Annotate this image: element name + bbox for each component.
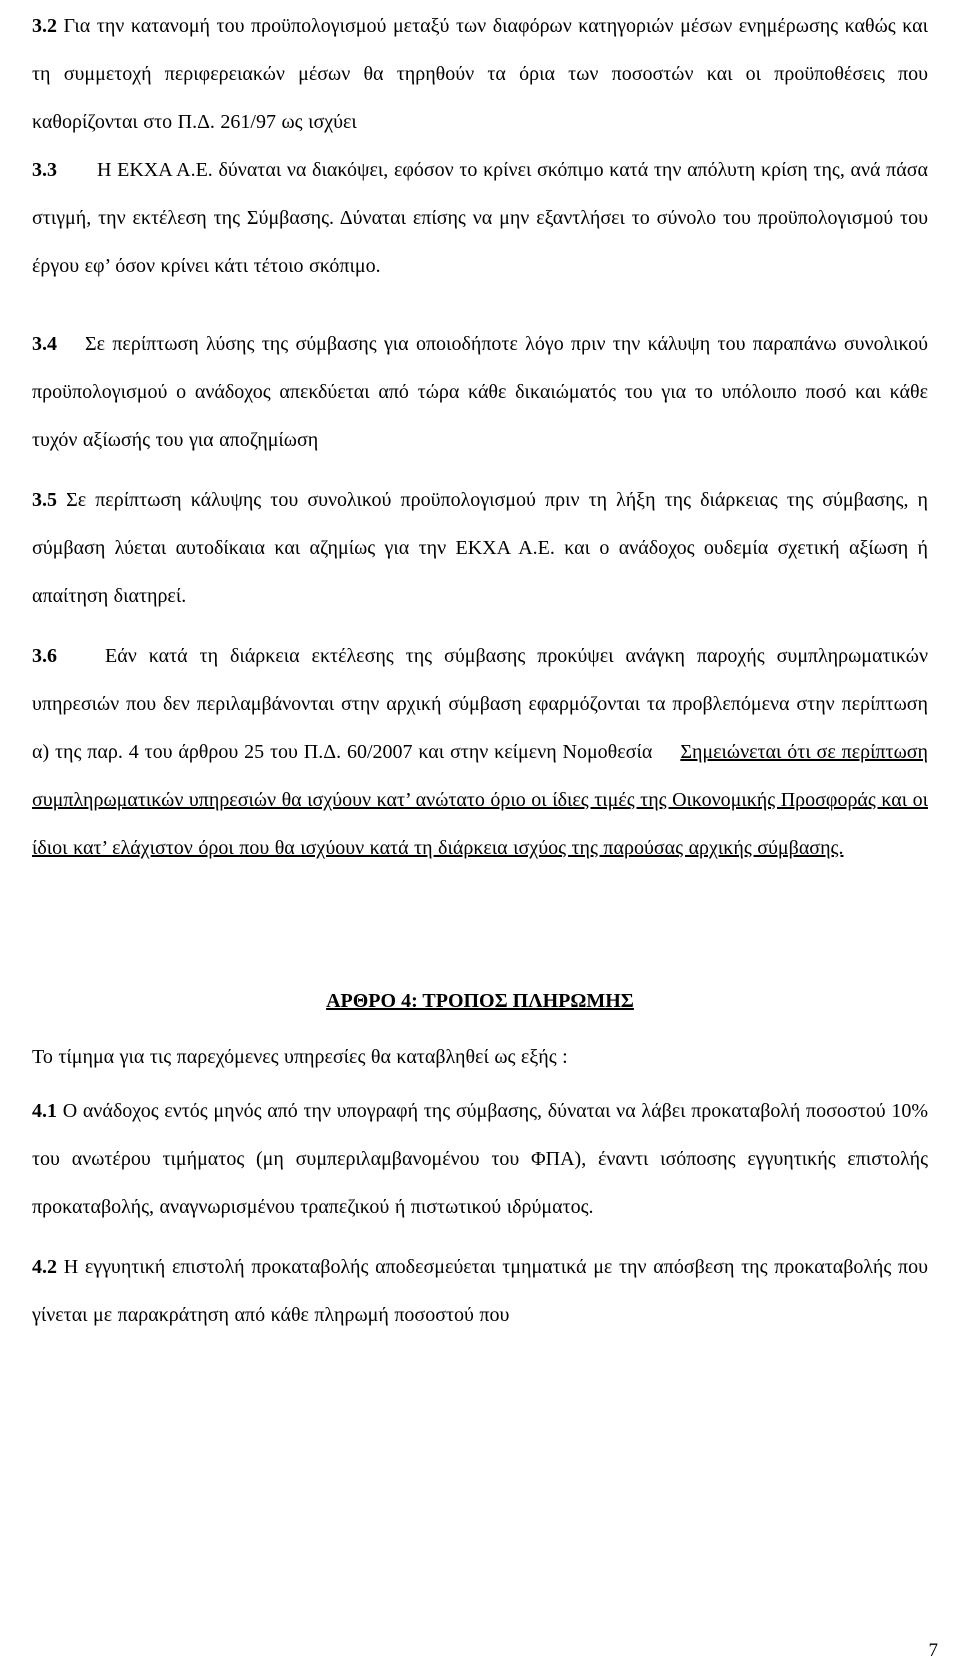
paragraph-4-1 [32, 1087, 928, 1231]
paragraph-text: Σε περίπτωση κάλυψης του συνολικού προϋπολογισμού πριν τη λήξη της διάρκειας της σύμβασης, η σύμβαση λύεται αυτοδίκαια και αζημίως για την ΕΚΧΑ Α.Ε. και ο ανάδοχος ουδεμία σχετική αξίωση ή απαίτηση διατηρεί. [32, 489, 928, 607]
document-page [32, 2, 928, 1339]
paragraph-text: Ο ανάδοχος εντός μηνός από την υπογραφή της σύμβασης, δύναται να λάβει προκαταβολή ποσοστού 10% του ανωτέρου τιμήματος (μη συμπεριλαμβανομένου του ΦΠΑ), έναντι ισόποσης εγγυητικής επιστολής προκαταβολής, αναγνωρισμένου τραπεζικού ή πιστωτικού ιδρύματος. [32, 1100, 928, 1218]
article-heading: ΑΡΘΡΟ 4: ΤΡΟΠΟΣ ΠΛΗΡΩΜΗΣ [326, 990, 634, 1012]
article-intro: Το τίμημα για τις παρεχόμενες υπηρεσίες θα καταβληθεί ως εξής : [32, 1046, 568, 1068]
paragraph-number: 3.2 [32, 15, 57, 37]
paragraph-text: Για την κατανομή του προϋπολογισμού μεταξύ των διαφόρων κατηγοριών μέσων ενημέρωσης καθώς και τη συμμετοχή περιφερειακών μέσων θα τηρηθούν τα όρια των ποσοστών και οι προϋποθέσεις που καθορίζονται στο Π.Δ. 261/97 ως ισχύει [32, 15, 928, 133]
underlined-note: Σημειώνεται ότι σε περίπτωση συμπληρωματικών υπηρεσιών θα ισχύουν κατ’ ανώτατο όριο οι ίδιες τιμές της Οικονομικής Προσφοράς και οι ίδιοι κατ’ ελάχιστον όροι που θα ισχύουν κατά τη διάρκεια ισχύος της παρούσας αρχικής σύμβασης. [32, 741, 928, 859]
paragraph-3-3 [32, 146, 928, 290]
paragraph-text: Εάν κατά τη διάρκεια εκτέλεσης της σύμβασης προκύψει ανάγκη παροχής συμπληρωματικών υπηρεσιών που δεν περιλαμβάνονται στην αρχική σύμβαση εφαρμόζονται τα προβλεπόμενα στην περίπτωση α) της παρ. 4 του άρθρου 25 του Π.Δ. 60/2007 και στην κείμενη Νομοθεσία [32, 645, 928, 763]
paragraph-3-5 [32, 476, 928, 620]
page-number: 7 [928, 1640, 938, 1661]
paragraph-text: Σε περίπτωση λύσης της σύμβασης για οποιοδήποτε λόγο πριν την κάλυψη του παραπάνω συνολικού προϋπολογισμού ο ανάδοχος απεκδύεται από τώρα κάθε δικαιώματός του για το υπόλοιπο ποσό και κάθε τυχόν αξίωσής του για αποζημίωση [32, 333, 928, 451]
paragraph-3-2 [32, 2, 928, 146]
paragraph-number: 4.1 [32, 1100, 57, 1122]
paragraph-4-2 [32, 1243, 928, 1339]
paragraph-3-4 [32, 320, 928, 464]
paragraph-3-6 [32, 632, 928, 872]
paragraph-number: 3.3 [32, 159, 57, 181]
paragraph-number: 3.4 [32, 333, 57, 355]
paragraph-number: 3.6 [32, 645, 57, 667]
paragraph-text: Η εγγυητική επιστολή προκαταβολής αποδεσμεύεται τμηματικά με την απόσβεση της προκαταβολής που γίνεται με παρακράτηση από κάθε πληρωμή ποσοστού που [32, 1256, 928, 1326]
paragraph-number: 4.2 [32, 1256, 57, 1278]
paragraph-text: Η ΕΚΧΑ Α.Ε. δύναται να διακόψει, εφόσον το κρίνει σκόπιμο κατά την απόλυτη κρίση της, ανά πάσα στιγμή, την εκτέλεση της Σύμβασης. Δύναται επίσης να μην εξαντλήσει το σύνολο του προϋπολογισμού του έργου εφ’ όσον κρίνει κάτι τέτοιο σκόπιμο. [32, 159, 928, 277]
paragraph-number: 3.5 [32, 489, 57, 511]
